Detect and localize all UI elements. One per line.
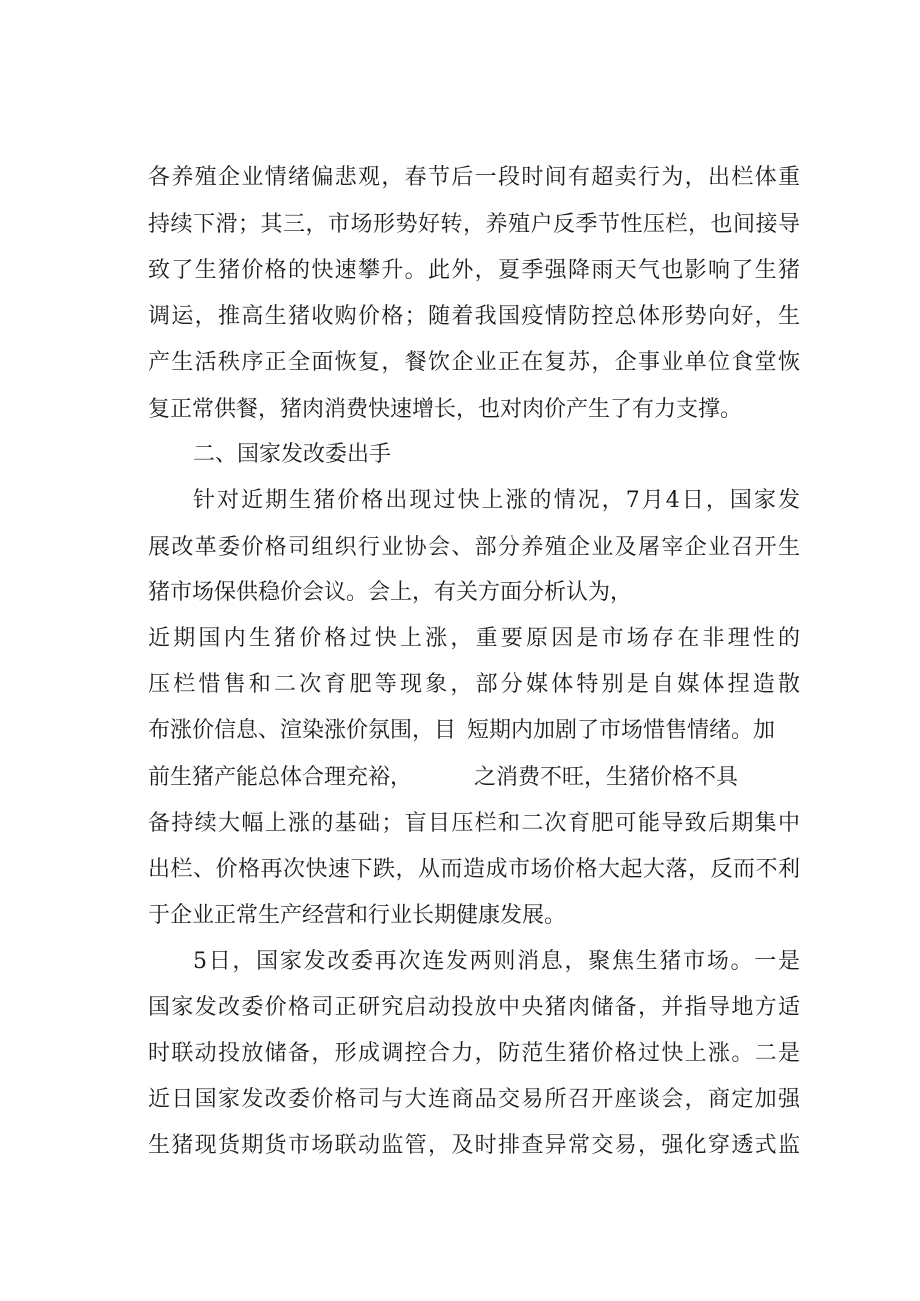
body-text-fragment: 前生猪产能总体合理充裕， bbox=[148, 765, 413, 790]
body-text-line: 复正常供餐，猪肉消费快速增长，也对肉价产生了有力支撑。 bbox=[148, 397, 743, 422]
body-text-fragment: 布涨价信息、渲染涨价氛围，目 bbox=[148, 718, 457, 743]
body-text-line: 备持续大幅上涨的基础；盲目压栏和二次育肥可能导致后期集中 bbox=[148, 811, 800, 836]
body-text-line: 各养殖企业情绪偏悲观，春节后一段时间有超卖行为，出栏体重 bbox=[148, 165, 800, 190]
body-text-line: 生猪现货期货市场联动监管，及时排查异常交易，强化穿透式监 bbox=[148, 1133, 800, 1158]
body-text-line: 5日，国家发改委再次连发两则消息，聚焦生猪市场。一是 bbox=[193, 949, 800, 974]
body-text-line: 压栏惜售和二次育肥等现象，部分媒体特别是自媒体捏造散 bbox=[148, 672, 800, 697]
body-text-fragment: 之消费不旺，生猪价格不具 bbox=[474, 765, 739, 790]
body-text-line: 出栏、价格再次快速下跌，从而造成市场价格大起大落，反而不利 bbox=[148, 857, 800, 882]
section-heading: 二、国家发改委出手 bbox=[193, 442, 392, 467]
body-text-line: 产生活秩序正全面恢复，餐饮企业正在复苏，企事业单位食堂恢 bbox=[148, 350, 800, 375]
body-text-line: 近日国家发改委价格司与大连商品交易所召开座谈会，商定加强 bbox=[148, 1087, 800, 1112]
body-text-line: 持续下滑；其三，市场形势好转，养殖户反季节性压栏，也间接导 bbox=[148, 212, 800, 237]
body-text-line: 于企业正常生产经营和行业长期健康发展。 bbox=[148, 903, 567, 928]
body-text-line: 时联动投放储备，形成调控合力，防范生猪价格过快上涨。二是 bbox=[148, 1041, 800, 1066]
body-text-line: 猪市场保供稳价会议。会上，有关方面分析认为， bbox=[148, 580, 633, 605]
body-text-line: 调运，推高生猪收购价格；随着我国疫情防控总体形势向好，生 bbox=[148, 304, 800, 329]
body-text-fragment: 短期内加剧了市场惜售情绪。加 bbox=[467, 718, 776, 743]
body-text-line: 国家发改委价格司正研究启动投放中央猪肉储备，并指导地方适 bbox=[148, 995, 800, 1020]
body-text-line: 致了生猪价格的快速攀升。此外，夏季强降雨天气也影响了生猪 bbox=[148, 258, 800, 283]
body-text-line: 针对近期生猪价格出现过快上涨的情况，7月4日，国家发 bbox=[193, 488, 800, 513]
body-text-line: 近期国内生猪价格过快上涨，重要原因是市场存在非理性的 bbox=[148, 626, 800, 651]
body-text-line: 展改革委价格司组织行业协会、部分养殖企业及屠宰企业召开生 bbox=[148, 535, 800, 560]
